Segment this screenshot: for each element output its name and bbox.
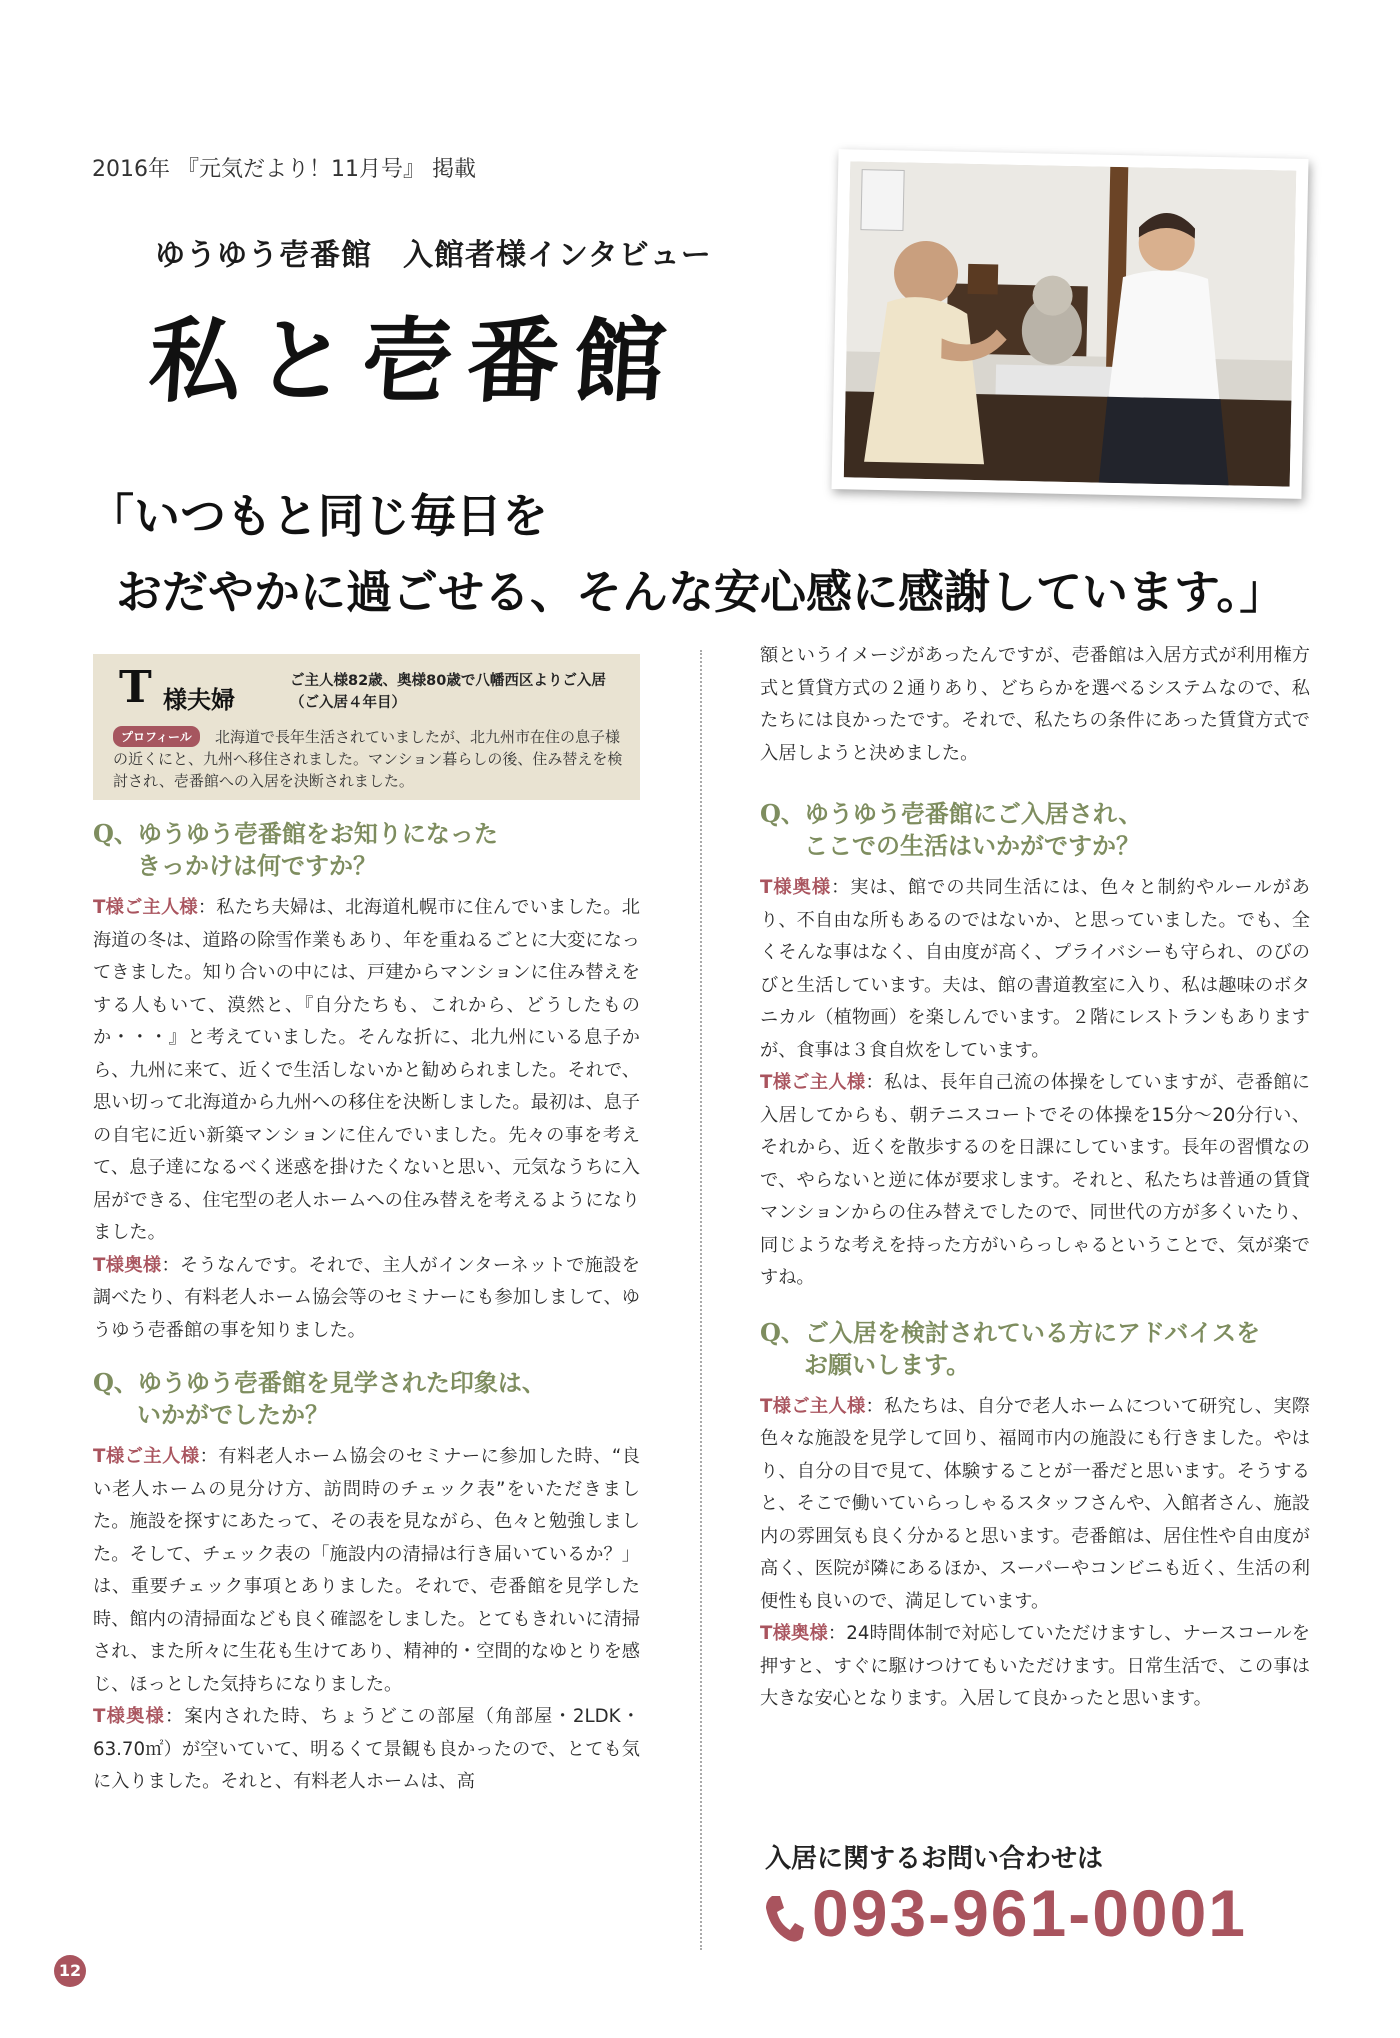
answer-paragraph: [760, 1618, 1310, 1716]
answer-paragraph: [93, 1250, 640, 1348]
answer-continuation: 額というイメージがあったんですが、壱番館は入居方式が利用権方式と賃貸方式の２通りあり、どちらかを選べるシステムなので、私たちには良かったです。それで、私たちの条件にあった賃貸方式で入居しようと決めました。: [760, 645, 1310, 764]
answer-text: ：私は、長年自己流の体操をしていますが、壱番館に入居してからも、朝テニスコートでその体操を15分～20分行い、それから、近くを散歩するのを日課にしています。長年の習慣なので、やらないと逆に体が要求します。それと、私たちは普通の賃貸マンションからの住み替えでしたので、同世代の方が多くいたり、同じような考えを持った方がいらっしゃるということで、気が楽ですね。: [760, 1072, 1310, 1288]
phone-icon: [762, 1892, 806, 1946]
answer-text: ：24時間体制で対応していただけますし、ナースコールを押すと、すぐに駆けつけてもいただけます。日常生活で、この事は大きな安心となります。入居して良かったと思います。: [760, 1623, 1310, 1709]
question-heading: [93, 1367, 640, 1431]
answer-paragraph: [93, 1441, 640, 1701]
page-title: 私と壱番館: [145, 307, 684, 415]
interview-subtitle: ゆうゆう壱番館 入館者様インタビュー: [155, 238, 712, 273]
answer-paragraph: [760, 1391, 1310, 1619]
answer-text: ：私たち夫婦は、北海道札幌市に住んでいました。北海道の冬は、道路の除雪作業もあり、年を重ねるごとに大変になってきました。知り合いの中には、戸建からマンションに住み替えをする人もいて、漠然と、『自分たちも、これから、どうしたものか・・・』と考えていました。そんな折に、北九州にいる息子から、九州に来て、近くで生活しないかと勧められました。それで、思い切って北海道から九州への移住を決断しました。最初は、息子の自宅に近い新築マンションに住んでいました。先々の事を考えて、息子達になるべく迷惑を掛けたくないと思い、元気なうちに入居ができる、住宅型の老人ホームへの住み替えを考えるようになりました。: [93, 897, 640, 1243]
couple-photo-illustration: [844, 161, 1297, 486]
answer-text: ：そうなんです。それで、主人がインターネットで施設を調べたり、有料老人ホーム協会等のセミナーにも参加しまして、ゆうゆう壱番館の事を知りました。: [93, 1254, 640, 1341]
headline-quote: [88, 478, 1285, 630]
interview-photo: [831, 149, 1308, 499]
profile-box: [93, 654, 640, 800]
answer-text: ：有料老人ホーム協会のセミナーに参加した時、“良い老人ホームの見分け方、訪問時のチェック表”をいただきました。施設を探すにあたって、その表を見ながら、色々と勉強しました。そして、チェック表の「施設内の清掃は行き届いているか？」は、重要チェック事項とありました。それで、壱番館を見学した時、館内の清掃面なども良く確認をしました。とてもきれいに清掃され、また所々に生花も生けてあり、精神的・空間的なゆとりを感じ、ほっとした気持ちになりました。: [93, 1446, 640, 1695]
publication-note: 2016年 『元気だより！11月号』 掲載: [92, 157, 476, 182]
answer-text: ：実は、館での共同生活には、色々と制約やルールがあり、不自由な所もあるのではないか、と思っていました。でも、全くそんな事はなく、自由度が高く、プライバシーも守られ、のびのびと生活しています。夫は、館の書道教室に入り、私は趣味のボタニカル（植物画）を楽しんでいます。２階にレストランもありますが、食事は３食自炊をしています。: [760, 877, 1310, 1061]
question-line: ここでの生活はいかがですか？: [804, 831, 1140, 860]
profile-detail: [290, 670, 606, 714]
speaker-label: T様奥様: [760, 1623, 828, 1644]
question-line: お願いします。: [804, 1349, 971, 1379]
answer-text: ：私たちは、自分で老人ホームについて研究し、実際色々な施設を見学して回り、福岡市内の施設にも行きました。やはり、自分の目で見て、体験することが一番だと思います。そうすると、そこで働いていらっしゃるスタッフさんや、入館者さん、施設内の雰囲気も良く分かると思います。壱番館は、居住性や自由度が高く、医院が隣にあるほか、スーパーやコンビニも近く、生活の利便性も良いので、満足しています。: [760, 1395, 1310, 1612]
answer-paragraph: [760, 1067, 1310, 1295]
page-number: 12: [54, 1955, 86, 1987]
profile-detail-line-2: （ご入居４年目）: [290, 695, 406, 711]
question-line: Q、ご入居を検討されている方にアドバイスを: [760, 1317, 1261, 1347]
headline-line-2: おだやかに過ごせる、そんな安心感に感謝しています。」: [116, 565, 1286, 619]
question-heading: [760, 798, 1310, 862]
question-line: Q、ゆうゆう壱番館を見学された印象は、: [93, 1368, 546, 1397]
speaker-label: T様奥様: [93, 1706, 165, 1727]
profile-detail-line-1: ご主人様82歳、奥様80歳で八幡西区よりご入居: [290, 673, 606, 689]
right-column: [760, 640, 1310, 1716]
answer-paragraph: [93, 892, 640, 1250]
question-line: Q、ゆうゆう壱番館にご入居され、: [760, 799, 1143, 828]
profile-initial: T: [119, 662, 152, 713]
column-divider: [700, 650, 702, 1950]
speaker-label: T様ご主人様: [760, 1395, 866, 1417]
phone-number[interactable]: 093-961-0001: [812, 1876, 1248, 1950]
answer-paragraph: [760, 872, 1310, 1067]
question-heading: [93, 818, 640, 882]
speaker-label: T様奥様: [760, 877, 832, 898]
answer-paragraph: [93, 1701, 640, 1799]
headline-line-1: 「いつもと同じ毎日を: [88, 489, 548, 543]
question-line: きっかけは何ですか？: [137, 851, 377, 880]
profile-badge: プロフィール: [113, 726, 200, 747]
speaker-label: T様奥様: [93, 1254, 162, 1276]
answer-text: ：案内された時、ちょうどこの部屋（角部屋・2LDK・63.70㎡）が空いていて、明るくて景観も良かったので、とても気に入りました。それと、有料老人ホームは、高: [93, 1706, 640, 1792]
profile-text: 北海道で長年生活されていましたが、北九州市在住の息子様の近くにと、九州へ移住されました。マンション暮らしの後、住み替えを検討され、壱番館への入居を決断されました。: [113, 728, 623, 790]
speaker-label: T様ご主人様: [93, 1446, 200, 1467]
question-heading: [760, 1317, 1310, 1381]
profile-name: 様夫婦: [163, 685, 235, 714]
contact-label: 入居に関するお問い合わせは: [765, 1844, 1104, 1874]
speaker-label: T様ご主人様: [760, 1072, 866, 1093]
speaker-label: T様ご主人様: [93, 897, 198, 918]
phone-number-link[interactable]: [762, 1875, 1247, 1951]
question-line: Q、ゆうゆう壱番館をお知りになった: [93, 819, 498, 848]
question-line: いかがでしたか？: [137, 1400, 329, 1429]
left-column: [93, 818, 640, 1799]
